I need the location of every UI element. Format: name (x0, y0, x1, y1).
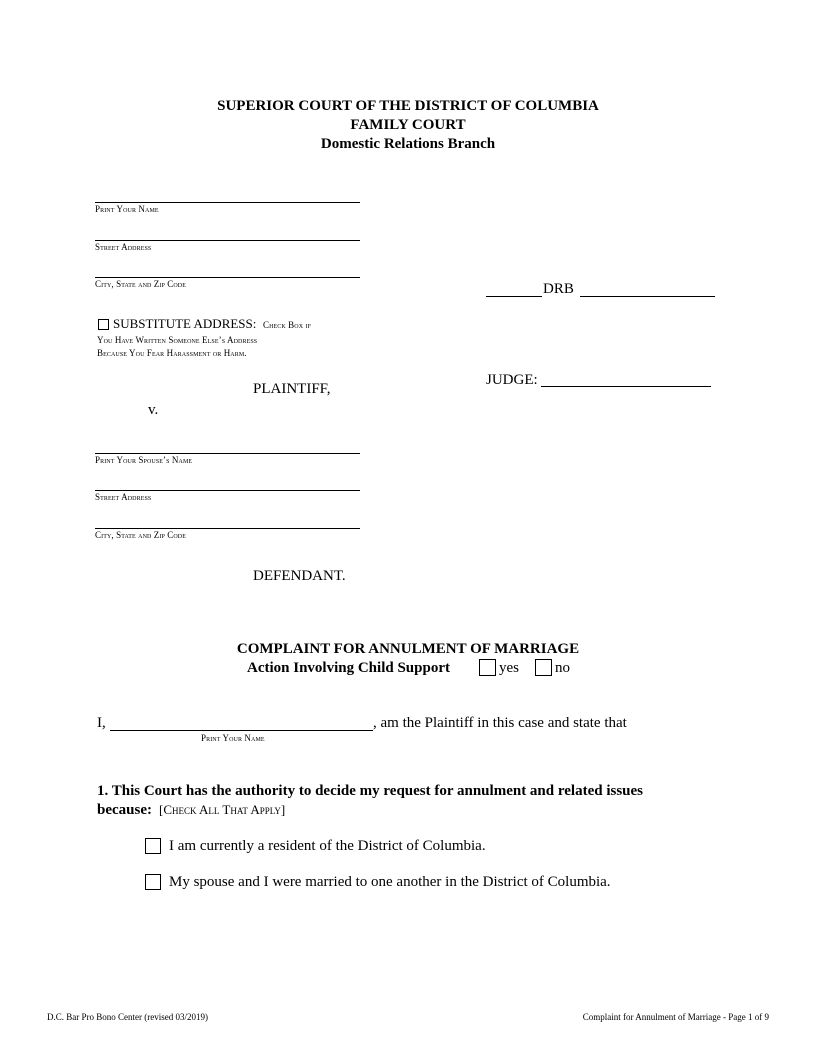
complaint-title: COMPLAINT FOR ANNULMENT OF MARRIAGE (236, 641, 580, 657)
plaintiff-role-label: PLAINTIFF, (253, 381, 331, 397)
intro-prefix: I, (97, 715, 106, 731)
child-support-label: Action Involving Child Support (247, 660, 450, 676)
drb-label: DRB (543, 281, 574, 297)
child-support-no-label: no (555, 660, 570, 676)
married-in-dc-option-label: My spouse and I were married to one another in the District of Columbia. (169, 874, 611, 890)
substitute-address-note-1: Check Box if (263, 320, 312, 330)
defendant-street-line[interactable] (95, 490, 360, 491)
married-in-dc-checkbox[interactable] (145, 874, 161, 890)
substitute-address-note-3: Because You Fear Harassment or Harm. (97, 348, 247, 358)
plaintiff-street-line[interactable] (95, 240, 360, 241)
case-number-prefix-line[interactable] (486, 296, 542, 297)
residency-option-label: I am currently a resident of the District of Columbia. (169, 838, 486, 854)
defendant-name-caption: Print Your Spouse’s Name (95, 455, 193, 465)
substitute-address-title: SUBSTITUTE ADDRESS: (113, 316, 257, 331)
intro-name-caption: Print Your Name (201, 733, 265, 743)
case-number-line[interactable] (580, 296, 715, 297)
defendant-street-caption: Street Address (95, 492, 152, 502)
court-branch: Domestic Relations Branch (320, 136, 496, 152)
defendant-name-line[interactable] (95, 453, 360, 454)
defendant-city-line[interactable] (95, 528, 360, 529)
plaintiff-name-caption: Print Your Name (95, 204, 159, 214)
child-support-no-checkbox[interactable] (535, 659, 552, 676)
intro-suffix: , am the Plaintiff in this case and state that (373, 715, 627, 731)
section1-heading-line1: 1. This Court has the authority to decide my request for annulment and related issues (97, 783, 644, 799)
court-name: SUPERIOR COURT OF THE DISTRICT OF COLUMBIA (217, 98, 599, 114)
judge-label: JUDGE: (486, 372, 538, 388)
footer-right: Complaint for Annulment of Marriage - Page 1 of 9 (582, 1012, 769, 1022)
court-division: FAMILY COURT (350, 117, 466, 133)
versus-label: v. (148, 402, 159, 418)
plaintiff-street-caption: Street Address (95, 242, 152, 252)
plaintiff-city-line[interactable] (95, 277, 360, 278)
child-support-yes-label: yes (499, 660, 519, 676)
residency-checkbox[interactable] (145, 838, 161, 854)
footer-left: D.C. Bar Pro Bono Center (revised 03/2019) (47, 1012, 208, 1022)
substitute-address-note-2: You Have Written Someone Else’s Address (97, 335, 258, 345)
intro-name-line[interactable] (110, 730, 373, 731)
judge-name-line[interactable] (541, 386, 711, 387)
defendant-city-caption: City, State and Zip Code (95, 530, 187, 540)
section1-instruction: [Check All That Apply] (159, 802, 286, 817)
child-support-yes-checkbox[interactable] (479, 659, 496, 676)
defendant-role-label: DEFENDANT. (253, 568, 346, 584)
plaintiff-city-caption: City, State and Zip Code (95, 279, 187, 289)
plaintiff-name-line[interactable] (95, 202, 360, 203)
substitute-address-checkbox[interactable] (98, 319, 109, 330)
section1-heading-line2: because: (97, 802, 152, 818)
